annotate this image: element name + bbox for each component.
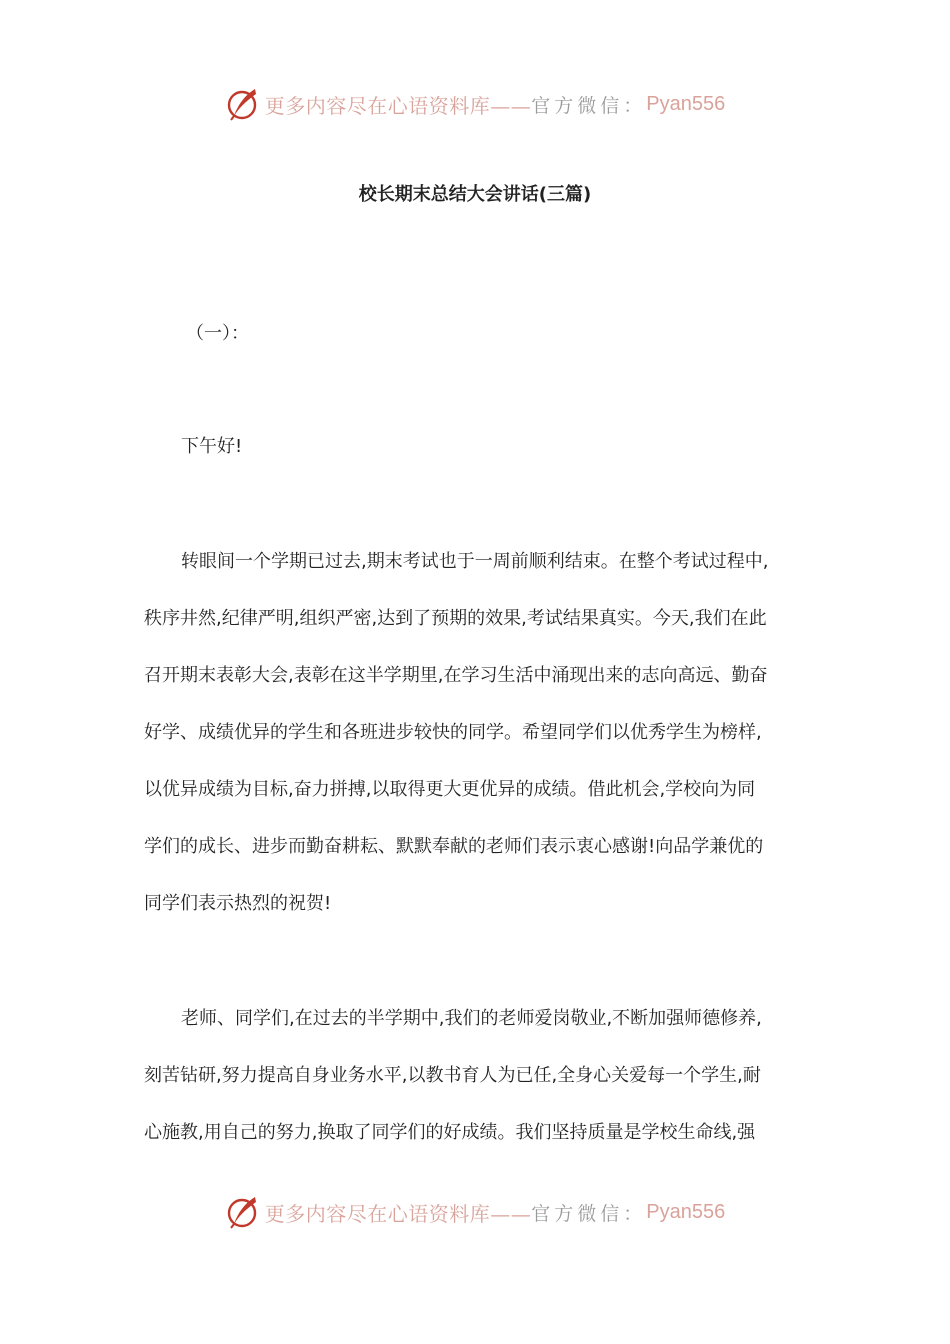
paragraph-line: 刻苦钻研,努力提高自身业务水平,以教书育人为已任,全身心关爱每一个学生,耐 bbox=[144, 1065, 761, 1086]
paragraph-line: 心施教,用自己的努力,换取了同学们的好成绩。我们坚持质量是学校生命线,强 bbox=[144, 1122, 756, 1143]
paragraph-line: 转眼间一个学期已过去,期末考试也于一周前顺利结束。在整个考试过程中, bbox=[181, 551, 769, 572]
watermark-text: 更多内容尽在心语资料库—— bbox=[264, 1201, 532, 1226]
paragraph-line: 召开期末表彰大会,表彰在这半学期里,在学习生活中涌现出来的志向高远、勤奋 bbox=[144, 665, 768, 686]
greeting: 下午好! bbox=[181, 436, 243, 457]
paragraph-line: 老师、同学们,在过去的半学期中,我们的老师爱岗敬业,不断加强师德修养, bbox=[181, 1008, 762, 1029]
quill-logo-icon bbox=[225, 86, 261, 122]
quill-logo-icon bbox=[225, 1194, 261, 1230]
document-title: 校长期末总结大会讲话(三篇) bbox=[358, 184, 592, 205]
watermark-wechat-label: 官方微信： bbox=[531, 94, 647, 117]
watermark-wechat-label: 官方微信： bbox=[531, 1202, 647, 1225]
section-label: （一）： bbox=[186, 323, 249, 344]
paragraph-line: 同学们表示热烈的祝贺! bbox=[144, 893, 332, 914]
watermark-banner-bottom bbox=[0, 1192, 950, 1232]
watermark-banner-top bbox=[0, 84, 950, 124]
watermark-wechat-id: Pyan556 bbox=[646, 92, 726, 115]
paragraph-line: 好学、成绩优异的学生和各班进步较快的同学。希望同学们以优秀学生为榜样, bbox=[144, 722, 762, 743]
watermark-text: 更多内容尽在心语资料库—— bbox=[264, 93, 532, 118]
paragraph-line: 秩序井然,纪律严明,组织严密,达到了预期的效果,考试结果真实。今天,我们在此 bbox=[144, 608, 767, 629]
paragraph-line: 以优异成绩为目标,奋力拼搏,以取得更大更优异的成绩。借此机会,学校向为同 bbox=[144, 779, 756, 800]
paragraph-line: 学们的成长、进步而勤奋耕耘、默默奉献的老师们表示衷心感谢!向品学兼优的 bbox=[144, 836, 764, 857]
watermark-wechat-id: Pyan556 bbox=[646, 1200, 726, 1223]
